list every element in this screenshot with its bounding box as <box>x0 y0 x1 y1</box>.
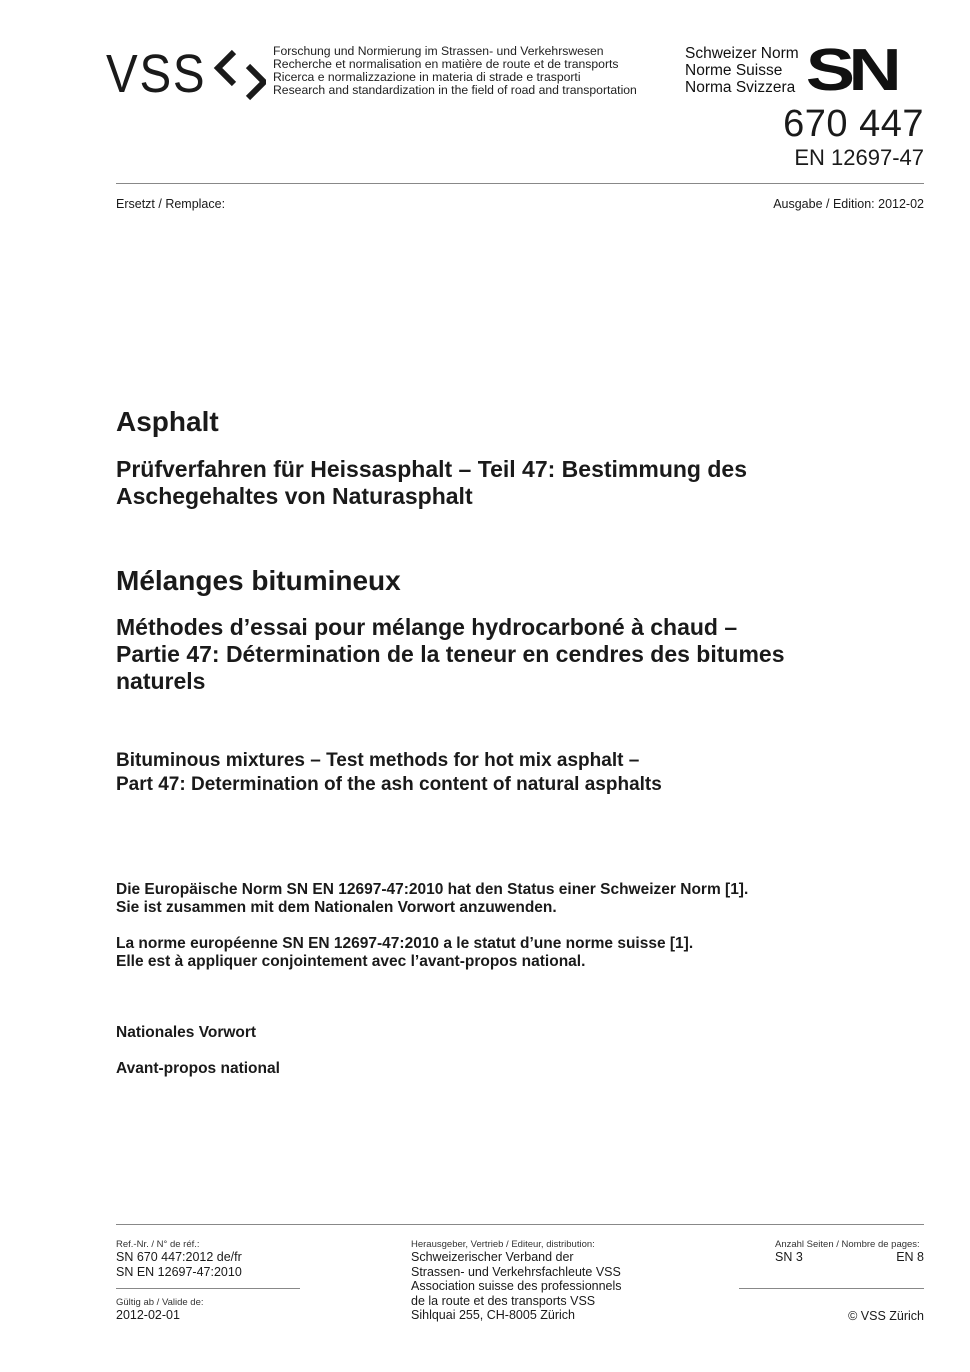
footer-pages-rule <box>739 1288 924 1289</box>
subtitle-fr-line: naturels <box>116 668 206 694</box>
subtitle-de-line: Prüfverfahren für Heissasphalt – Teil 47: Bestimmung des <box>116 456 747 482</box>
pages-sn: SN 3 <box>775 1250 803 1264</box>
norm-lang-fr: Norme Suisse <box>685 62 783 79</box>
pages-en: EN 8 <box>896 1250 924 1264</box>
ref-value: SN 670 447:2012 de/fr <box>116 1250 242 1264</box>
en-number: EN 12697-47 <box>794 145 924 170</box>
subtitle-fr-line: Méthodes d’essai pour mélange hydrocarboné à chaud – <box>116 614 738 640</box>
tagline-it: Ricerca e normalizzazione in materia di strade e trasporti <box>273 70 581 84</box>
vss-logo <box>106 44 266 109</box>
status-fr-line: Elle est à appliquer conjointement avec l’avant-propos national. <box>116 953 586 970</box>
subtitle-en-line: Part 47: Determination of the ash content of natural asphalts <box>116 774 662 795</box>
tagline-de: Forschung und Normierung im Strassen- und Verkehrswesen <box>273 44 604 58</box>
replaces-label: Ersetzt / Remplace: <box>116 197 226 211</box>
norm-languages <box>685 45 799 96</box>
status-de-line: Die Europäische Norm SN EN 12697-47:2010 hat den Status einer Schweizer Norm [1]. <box>116 881 749 898</box>
publisher-line: Schweizerischer Verband der <box>411 1250 574 1264</box>
header-divider <box>116 183 924 184</box>
publisher-line: Sihlquai 255, CH-8005 Zürich <box>411 1308 575 1322</box>
status-de-line: Sie ist zusammen mit dem Nationalen Vorwort anzuwenden. <box>116 899 557 916</box>
norm-lang-it: Norma Svizzera <box>685 79 796 96</box>
footer-pages-block <box>775 1239 924 1265</box>
publisher-line: Association suisse des professionnels <box>411 1279 622 1293</box>
subtitle-de-line: Aschegehaltes von Naturasphalt <box>116 483 473 509</box>
tagline-en: Research and standardization in the field of road and transportation <box>273 83 637 97</box>
status-fr <box>116 935 916 971</box>
publisher-line: Strassen- und Verkehrsfachleute VSS <box>411 1264 621 1279</box>
subtitle-en <box>116 749 916 797</box>
copyright: © VSS Zürich <box>848 1309 924 1323</box>
foreword-fr: Avant-propos national <box>116 1060 280 1077</box>
subtitle-fr-line: Partie 47: Détermination de la teneur en cendres des bitumes <box>116 641 785 667</box>
status-de <box>116 881 916 917</box>
footer-ref-block <box>116 1239 242 1279</box>
subtitle-fr <box>116 614 916 695</box>
title-de: Asphalt <box>116 406 219 437</box>
subtitle-en-line: Bituminous mixtures – Test methods for hot mix asphalt – <box>116 750 640 771</box>
valid-label: Gültig ab / Valide de: <box>116 1297 204 1308</box>
edition-label: Ausgabe / Edition: 2012-02 <box>773 197 924 211</box>
title-fr: Mélanges bitumineux <box>116 565 401 596</box>
footer-ref-rule <box>116 1288 300 1289</box>
ref-label: Ref.-Nr. / N° de réf.: <box>116 1239 200 1250</box>
vss-tagline <box>273 45 637 97</box>
footer-publisher-block <box>411 1239 622 1323</box>
tagline-fr: Recherche et normalisation en matière de route et de transports <box>273 57 619 71</box>
subtitle-de <box>116 456 916 510</box>
vss-logo-letters: VSS <box>106 44 207 104</box>
pages-label: Anzahl Seiten / Nombre de pages: <box>775 1239 920 1250</box>
footer-valid-block <box>116 1297 204 1323</box>
ref-value: SN EN 12697-47:2010 <box>116 1264 242 1279</box>
valid-value: 2012-02-01 <box>116 1308 180 1322</box>
sn-logo-letters: SN <box>808 44 896 96</box>
norm-lang-de: Schweizer Norm <box>685 45 799 62</box>
foreword-de: Nationales Vorwort <box>116 1024 257 1041</box>
publisher-line: de la route et des transports VSS <box>411 1293 596 1308</box>
sn-logo <box>808 44 926 101</box>
pages-values <box>775 1250 924 1265</box>
status-fr-line: La norme européenne SN EN 12697-47:2010 a le statut d’une norme suisse [1]. <box>116 935 694 952</box>
sn-number: 670 447 <box>783 103 924 145</box>
footer-divider <box>116 1224 924 1225</box>
publisher-label: Herausgeber, Vertrieb / Editeur, distribution: <box>411 1239 595 1250</box>
